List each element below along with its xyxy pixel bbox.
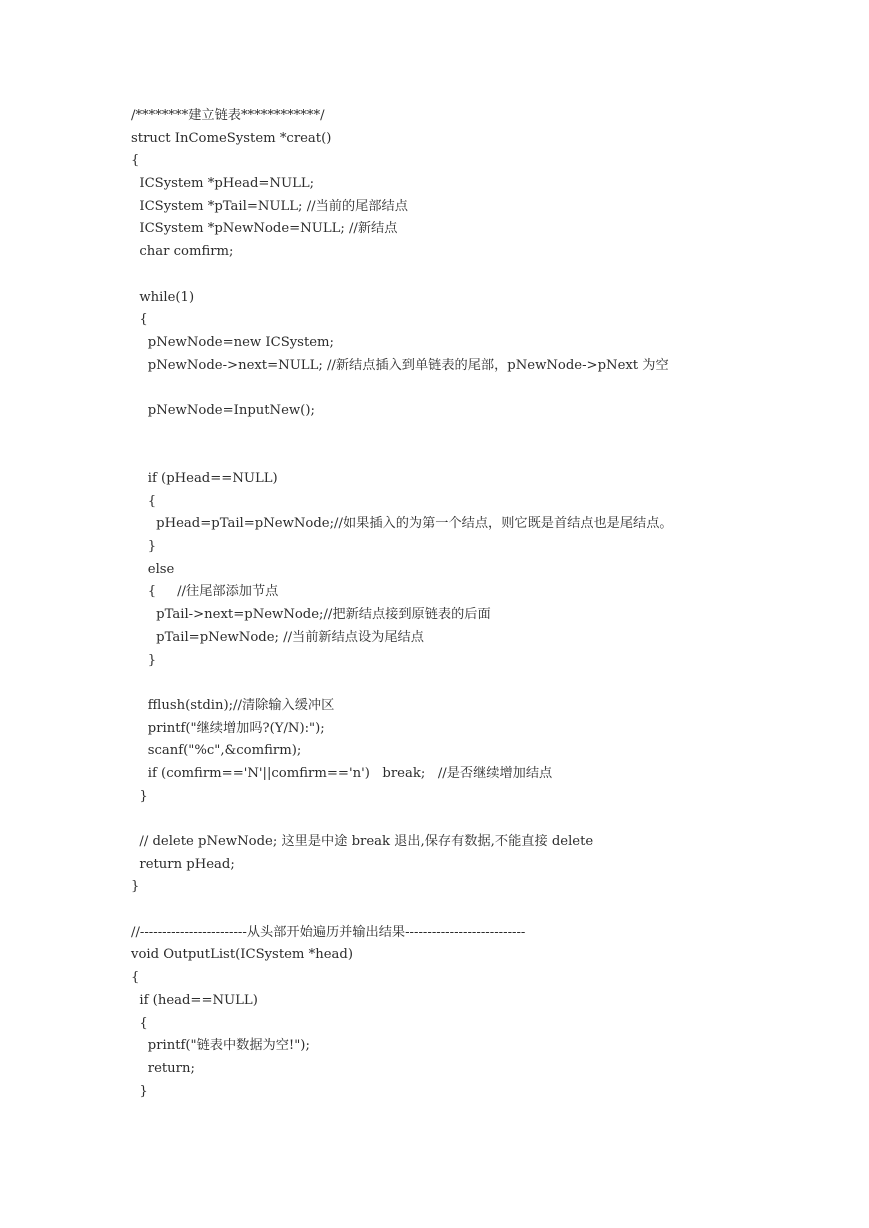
code-line: pNewNode->next=NULL; //新结点插入到单链表的尾部，pNewNode->pNext 为空: [131, 357, 669, 373]
code-line: pNewNode=new ICSystem;: [131, 334, 334, 350]
code-line: }: [131, 652, 157, 668]
code-line: return pHead;: [131, 856, 235, 872]
code-line: }: [131, 788, 148, 804]
code-line: [131, 672, 673, 695]
code-line: /********建立链表************/: [131, 108, 325, 123]
code-line: printf("继续增加吗?(Y/N):");: [131, 720, 325, 736]
code-block: [131, 105, 673, 1103]
code-line: scanf("%c",&comfirm);: [131, 743, 302, 759]
code-line: }: [131, 539, 157, 555]
code-line: {: [131, 970, 140, 986]
code-line: pNewNode=InputNew();: [131, 402, 315, 418]
code-line: struct InComeSystem *creat(): [131, 130, 332, 146]
code-line: fflush(stdin);//清除输入缓冲区: [131, 697, 335, 713]
code-line: [131, 445, 673, 468]
code-line: if (comfirm=='N'||comfirm=='n') break; //是否继续增加结点: [131, 765, 553, 781]
code-line: pHead=pTail=pNewNode;//如果插入的为第一个结点，则它既是首结点也是尾结点。: [131, 516, 673, 532]
code-line: void OutputList(ICSystem *head): [131, 947, 353, 963]
code-line: char comfirm;: [131, 244, 234, 260]
code-line: ICSystem *pHead=NULL;: [131, 176, 315, 192]
code-line: if (head==NULL): [131, 992, 258, 1008]
code-line: if (pHead==NULL): [131, 471, 278, 486]
code-line: [131, 808, 673, 831]
code-line: { //往尾部添加节点: [131, 584, 279, 600]
code-line: {: [131, 1015, 148, 1031]
code-line: ICSystem *pNewNode=NULL; //新结点: [131, 221, 398, 237]
code-line: ICSystem *pTail=NULL; //当前的尾部结点: [131, 198, 408, 214]
code-line: [131, 423, 673, 446]
code-line: while(1): [131, 289, 195, 305]
code-line: {: [131, 312, 148, 328]
code-line: pTail->next=pNewNode;//把新结点接到原链表的后面: [131, 607, 491, 623]
code-line: }: [131, 1083, 148, 1099]
code-line: [131, 264, 673, 287]
code-line: // delete pNewNode; 这里是中途 break 退出,保存有数据,不能直接 delete: [131, 834, 594, 849]
code-line: {: [131, 153, 140, 169]
code-line: {: [131, 493, 157, 509]
code-line: printf("链表中数据为空!");: [131, 1038, 310, 1054]
code-line: }: [131, 879, 140, 895]
code-line: [131, 377, 673, 400]
code-line: else: [131, 561, 175, 577]
code-line: return;: [131, 1060, 195, 1076]
code-line: pTail=pNewNode; //当前新结点设为尾结点: [131, 629, 424, 645]
code-line: //------------------------从头部开始遍历并输出结果---------------------------: [131, 924, 526, 940]
code-line: [131, 899, 673, 922]
